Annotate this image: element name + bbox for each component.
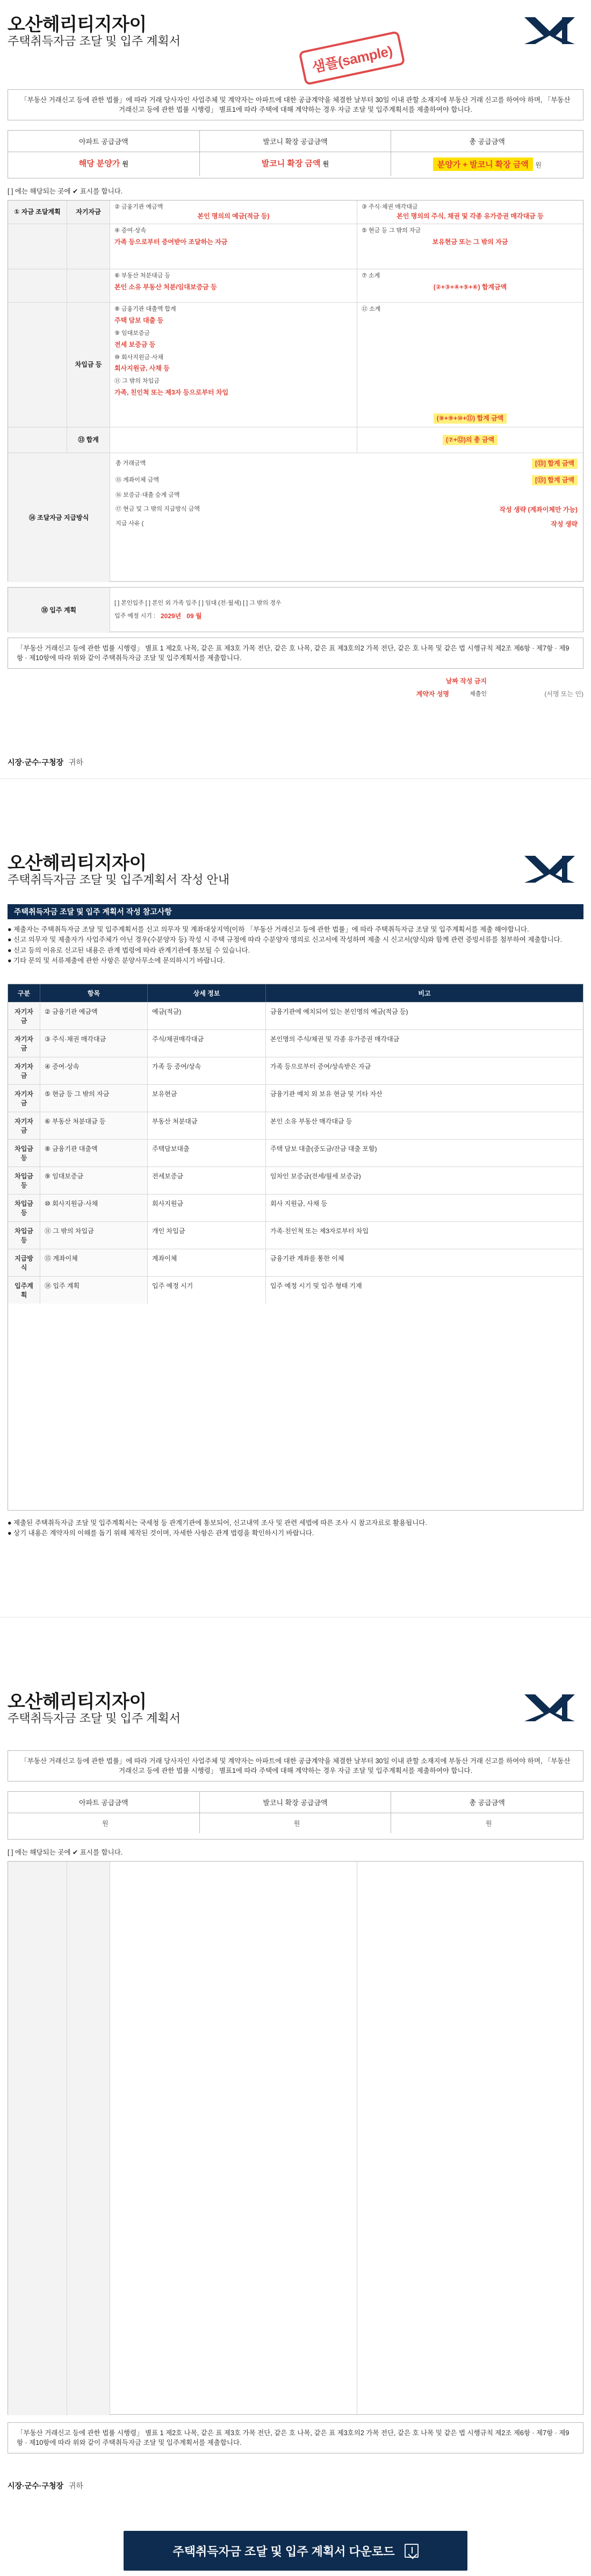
fp-self-line-4-v: 보유현금 또는 그 밖의 자금 [432, 238, 508, 246]
fp-borrow-line-3-v: 회사지원금, 사채 등 [114, 364, 170, 373]
fp-borrow-right-v-wrap [362, 413, 579, 424]
blank-summary-table [8, 1791, 583, 1840]
gt-r3-i: ④ 증여·상속 [40, 1057, 148, 1084]
legal-note-text: 「부동산 거래신고 등에 관한 법률 시행령」 별표 1 제2호 나목, 같은 표 제3호 가목 전단, 같은 호 나목, 같은 표 제3호의2 가목 전단, 같은 호 나목 및 같은 법 시행규칙 제2조 제6항 · 제7항 · 제9항 · 제10항에 따라 위와 같이 주택취득자금 조달 및 입주계획서를 제출합니다. [17, 645, 570, 662]
pay-row-1-k: 총 거래금액 [116, 460, 146, 467]
recipient [8, 757, 83, 768]
gt-r8-n: 회사 지원금, 사채 등 [270, 1200, 328, 1207]
recipient-text: 시장·군수·구청장 [8, 758, 63, 767]
pay-row-2-k: ⑮ 계좌이체 금액 [116, 476, 159, 483]
blank-summary-unit-3: 원 [485, 1820, 492, 1827]
guide-footnote-1: ● 제출된 주택취득자금 조달 및 입주계획서는 국세청 등 관계기관에 통보되어, 신고내역 조사 및 관련 세법에 따른 조사 시 참고자료로 활용됩니다. [8, 1519, 427, 1527]
fp-self-line-6-v: (②+③+④+⑤+⑥) 합계금액 [433, 283, 507, 291]
summary-value-2-text: 발코니 확장 금액 [261, 159, 321, 168]
gt-r4-d: 보유현금 [148, 1085, 266, 1112]
fp-self-line-1-v: 본인 명의의 예금(적금 등) [197, 212, 270, 220]
download-button[interactable] [124, 2531, 467, 2571]
move-in-label [8, 588, 110, 633]
gt-h-1: 구분 [8, 984, 40, 1002]
section-guide [0, 839, 591, 1618]
fp-borrow-line-1-v: 주택 담보 대출 등 [114, 316, 164, 324]
gt-row-9 [8, 1221, 583, 1249]
gt-r7-i: ⑨ 임대보증금 [40, 1167, 148, 1194]
gt-r11-d: 입주 예정 시기 [148, 1277, 266, 1304]
gt-row-4 [8, 1084, 583, 1112]
submitter-label: 제출인 [470, 691, 487, 697]
guide-footnotes [8, 1518, 583, 1539]
gt-r2-g: 자기자금 [8, 1030, 40, 1057]
gt-r5-n: 본인 소유 부동산 매각대금 등 [270, 1118, 352, 1125]
funding-plan-grid [8, 200, 583, 582]
blank-checkbox-hint: [ ] 에는 해당되는 곳에 ✔ 표시를 합니다. [8, 1849, 123, 1856]
summary-value-3 [391, 152, 583, 176]
fp-row-1 [8, 201, 583, 224]
pay-row-5-k: 지급 사유 ( [116, 520, 144, 527]
fp-self-line-6-k: ⑦ 소계 [362, 273, 380, 279]
fp-row-3 [8, 269, 583, 303]
gt-r8-g: 차입금등 [8, 1194, 40, 1221]
pay-row-5 [116, 520, 578, 528]
move-in-date-label: 입주 예정 시기 : [114, 613, 155, 619]
blank-sub-col [67, 1862, 110, 2415]
gt-h-2: 항목 [40, 984, 148, 1002]
summary-table-values [8, 152, 583, 176]
brand-title: 오산헤리티지자이 [8, 15, 147, 35]
summary-header-2: 발코니 확장 공급금액 [200, 131, 392, 152]
blank-summary-value-1 [8, 1813, 200, 1833]
blank-recipient-suffix: 귀하 [68, 2481, 83, 2490]
fp-borrow-gap-3 [114, 373, 352, 378]
fp-self-line-2 [357, 201, 583, 224]
fp-self-line-3-k: ④ 증여·상속 [114, 227, 147, 234]
pay-row-4-k: ⑰ 현금 및 그 밖의 지급방식 금액 [116, 506, 200, 513]
fp-borrow-right-k: ⑫ 소계 [362, 306, 381, 312]
move-in-grid [8, 587, 583, 632]
pay-left-label-text: ⑭ 조달자금 지급방식 [28, 513, 89, 521]
blank-legal-note [8, 2422, 583, 2453]
gt-r3-n: 가족 등으로부터 증여/상속받은 자금 [270, 1063, 371, 1070]
download-button-label: 주택취득자금 조달 및 입주 계획서 다운로드 [172, 2544, 395, 2558]
move-in-row [8, 588, 583, 633]
brand-subtitle: 주택취득자금 조달 및 입주 계획서 [8, 34, 181, 48]
gt-r5-g: 자기자금 [8, 1112, 40, 1139]
blank-brand-subtitle: 주택취득자금 조달 및 입주 계획서 [8, 1712, 181, 1725]
signer-name: 계약자 성명 [416, 690, 449, 698]
blank-summary-unit-1: 원 [102, 1820, 109, 1827]
checkbox-hint: [ ] 에는 해당되는 곳에 ✔ 표시를 합니다. [8, 188, 123, 195]
gt-r10-g: 지급방식 [8, 1249, 40, 1276]
signer-hint: (서명 또는 인) [544, 690, 583, 698]
gt-r7-d: 전세보증금 [148, 1167, 266, 1194]
fp-left-empty-2 [8, 224, 67, 269]
blank-recipient [8, 2480, 83, 2491]
fp-self-line-2-k: ③ 주식·채권 매각대금 [362, 204, 418, 210]
gt-row-8 [8, 1194, 583, 1221]
notice-box [8, 89, 583, 120]
gt-r2-n: 본인명의 주식/채권 및 각종 유가증권 매각대금 [270, 1035, 400, 1043]
blank-summary-value-3 [391, 1813, 583, 1833]
section-divider-2 [0, 1617, 591, 1618]
fp-subgroup-borrow-text: 차입금 등 [75, 361, 102, 368]
pay-row-3-k: ⑯ 보증금·대출 승계 금액 [116, 492, 180, 498]
fp-self-line-3-v: 가족 등으로부터 증여받아 조달하는 자금 [114, 238, 228, 246]
blank-notice-text: 「부동산 거래신고 등에 관한 법률」에 따라 거래 당사자인 사업주체 및 계약자는 아파트에 대한 공급계약을 체결한 날부터 30일 이내 관할 소재지에 부동산 거래 신고를 하여야 하며, 「부동산 거래신고 등에 관한 법률 시행령」 별표1에 따라 주택에 대해 계약하는 경우 자금 조달 및 입주계획서를 제출하여야 합니다. [20, 1757, 571, 1775]
gt-r6-i: ⑧ 금융기관 대출액 [40, 1140, 148, 1167]
guide-bullet-4: ● 기타 문의 및 서류제출에 관한 사항은 분양사무소에 문의하시기 바랍니다. [8, 957, 225, 965]
gt-r11-n: 입주 예정 시기 및 입주 형태 기재 [270, 1282, 362, 1290]
gt-r11-g: 입주계획 [8, 1277, 40, 1304]
pay-row-2-v: [⑬] 합계 금액 [532, 475, 578, 485]
gt-r1-i: ② 금융기관 예금액 [40, 1003, 148, 1029]
blank-summary-header-3: 총 공급금액 [469, 1799, 505, 1807]
gt-r7-g: 차입금등 [8, 1167, 40, 1194]
fp-row-6 [8, 453, 583, 582]
brand-logo-icon [520, 12, 579, 49]
fp-self-line-4-k: ⑤ 현금 등 그 밖의 자금 [362, 227, 421, 234]
date-warning: 날짜 작성 금지 [445, 677, 487, 685]
fp-row-2 [8, 224, 583, 269]
fp-subgroup-self-text: 자기자금 [76, 208, 101, 216]
gt-r3-d: 가족 등 증여/상속 [148, 1057, 266, 1084]
gt-r2-i: ③ 주식·채권 매각대금 [40, 1030, 148, 1057]
gt-row-1 [8, 1002, 583, 1029]
guide-table [8, 984, 583, 1511]
summary-unit-2: 원 [322, 160, 329, 168]
signature-area [8, 676, 583, 709]
gt-r9-n: 가족·친인척 또는 제3자로부터 차입 [270, 1227, 369, 1235]
gt-r8-d: 회사지원금 [148, 1194, 266, 1221]
gt-r4-n: 금융기관 예치 외 보유 현금 및 기타 자산 [270, 1090, 383, 1098]
legal-note [8, 638, 583, 669]
fp-borrow-line-1-k: ⑧ 금융기관 대출액 합계 [114, 306, 176, 312]
fp-left-label [8, 201, 67, 224]
guide-bullet-1: ● 제출자는 주택취득자금 조달 및 입주계획서를 신고 의무자 및 계좌대상지역(이하 「부동산 거래신고 등에 관한 법률」에 따라 주택취득자금 조달 및 입주계획서를 제출 해야합니다. [8, 926, 529, 933]
gt-r6-n: 주택 담보 대출(중도금/잔금 대출 포함) [270, 1145, 377, 1153]
pay-left-label [8, 453, 110, 582]
summary-header-3: 총 공급금액 [469, 138, 505, 146]
fp-self-line-5 [110, 269, 357, 302]
fp-borrow-right-v: (⑧+⑨+⑩+⑪) 합계 금액 [434, 413, 507, 424]
fp-borrow-block [110, 303, 357, 427]
section-form-sample [0, 0, 591, 779]
notice-text: 「부동산 거래신고 등에 관한 법률」에 따라 거래 당사자인 사업주체 및 계약자는 아파트에 대한 공급계약을 체결한 날부터 30일 이내 관할 소재지에 부동산 거래 신고를 하여야 하며, 「부동산 거래신고 등에 관한 법률 시행령」 별표1에 따라 주택에 대해 계약하는 경우 자금 조달 및 입주계획서를 제출하여야 합니다. [20, 96, 571, 114]
gt-row-3 [8, 1057, 583, 1084]
gt-r6-d: 주택담보대출 [148, 1140, 266, 1167]
blank-recipient-text: 시장·군수·구청장 [8, 2481, 63, 2490]
pay-row-4 [116, 506, 578, 514]
pay-row-5-v: 작성 생략 [551, 520, 578, 528]
guide-table-header [8, 984, 583, 1002]
blank-grid [8, 1861, 583, 2415]
gt-r4-g: 자기자금 [8, 1085, 40, 1112]
gt-r3-g: 자기자금 [8, 1057, 40, 1084]
fp-total-value-text: (⑦+⑫)의 총 금액 [443, 435, 498, 445]
gt-r1-g: 자기자금 [8, 1003, 40, 1029]
gt-h-4: 비고 [418, 990, 431, 997]
move-in-month: 09 월 [186, 612, 202, 620]
summary-unit-1: 원 [122, 160, 129, 168]
gt-row-10 [8, 1249, 583, 1276]
fp-total-label-text: ⑬ 합계 [78, 436, 99, 443]
section-form-blank [0, 1677, 591, 2576]
summary-value-1-text: 해당 분양가 [78, 159, 120, 168]
summary-table-header [8, 131, 583, 152]
summary-unit-3: 원 [535, 161, 542, 169]
fp-subgroup-borrow [67, 303, 110, 427]
move-in-label-text: ⑱ 입주 계획 [41, 606, 77, 614]
gt-r1-d: 예금(적금) [148, 1003, 266, 1029]
gt-r2-d: 주식/채권매각대금 [148, 1030, 266, 1057]
gt-r9-d: 개인 차입금 [148, 1222, 266, 1249]
guide-brand-logo-icon [520, 850, 579, 888]
fp-total-label [67, 427, 110, 453]
summary-table [8, 130, 583, 178]
gt-r10-i: ⑮ 계좌이체 [40, 1249, 148, 1276]
move-in-options: [ ] 본인입주 [ ] 본인 외 가족 입주 [ ] 임대 (전·월세) [ ] 그 밖의 경우 [114, 599, 282, 606]
fp-borrow-line-4-k: ⑪ 그 밖의 차입금 [114, 378, 160, 385]
fp-self-line-4 [357, 224, 583, 269]
fp-borrow-line-2-v: 전세 보증금 등 [114, 340, 156, 348]
blank-summary-unit-2: 원 [293, 1820, 300, 1827]
fp-total-value [357, 427, 583, 453]
blank-right-col [357, 1862, 583, 2415]
gt-row-11 [8, 1276, 583, 1304]
blank-summary-header-2: 발코니 확장 공급금액 [200, 1792, 392, 1813]
blank-summary-value-2 [200, 1813, 392, 1833]
fp-borrow-line-2-k: ⑨ 임대보증금 [114, 330, 150, 337]
fp-left-empty-3 [8, 269, 67, 302]
pay-row-2 [116, 475, 578, 485]
pay-row-1 [116, 459, 578, 469]
fp-left-empty-5 [8, 427, 67, 453]
guide-brand-subtitle: 주택취득자금 조달 및 입주계획서 작성 안내 [8, 873, 230, 886]
guide-header: 주택취득자금 조달 및 입주 계획서 작성 참고사항 [8, 904, 583, 919]
fp-row-4 [8, 303, 583, 427]
gt-r8-i: ⑩ 회사지원금·사채 [40, 1194, 148, 1221]
gt-row-2 [8, 1029, 583, 1057]
gt-r10-n: 금융기관 계좌를 통한 이체 [270, 1255, 344, 1262]
fp-borrow-line-4-v: 가족, 친인척 또는 제3자 등으로부터 차입 [114, 389, 229, 396]
blank-grid-row [8, 1862, 583, 2415]
gt-r1-n: 금융기관에 예치되어 있는 본인명의 예금(적금 등) [270, 1008, 408, 1015]
blank-summary-table-header [8, 1792, 583, 1813]
recipient-suffix: 귀하 [68, 758, 83, 767]
gt-row-5 [8, 1112, 583, 1139]
pay-row-1-v: [⑬] 합계 금액 [532, 459, 578, 469]
blank-brand-logo-icon [520, 1689, 579, 1727]
move-in-year: 2029년 [160, 612, 182, 620]
guide-bullet-3: ● 신고 등의 이유로 신고된 내용은 관계 법령에 따라 관계기관에 통보될 수 있습니다. [8, 946, 250, 954]
gt-h-3: 상세 정보 [148, 984, 266, 1002]
fp-row-5 [8, 427, 583, 453]
fp-subgroup-empty-2 [67, 224, 110, 269]
sample-stamp: 샘플(sample) [298, 31, 405, 85]
gt-r9-i: ⑪ 그 밖의 차입금 [40, 1222, 148, 1249]
summary-header-1: 아파트 공급금액 [8, 131, 200, 152]
fp-total-spacer [110, 427, 357, 453]
pay-rows [110, 453, 583, 582]
gt-r11-i: ⑱ 입주 계획 [40, 1277, 148, 1304]
fp-left-empty-4 [8, 303, 67, 427]
blank-notice-box [8, 1750, 583, 1781]
fp-borrow-gap-2 [114, 349, 352, 354]
blank-legal-note-text: 「부동산 거래신고 등에 관한 법률 시행령」 별표 1 제2호 나목, 같은 표 제3호 가목 전단, 같은 호 나목, 같은 표 제3호의2 가목 전단, 같은 호 나목 및 같은 법 시행규칙 제2조 제6항 · 제7항 · 제9항 · 제10항에 따라 위와 같이 주택취득자금 조달 및 입주계획서를 제출합니다. [17, 2429, 570, 2447]
fp-borrow-line-3-k: ⑩ 회사지원금·사채 [114, 354, 163, 361]
fp-self-line-5-k: ⑥ 부동산 처분대금 등 [114, 273, 171, 279]
blank-left-col [8, 1862, 67, 2415]
gt-r10-d: 계좌이체 [148, 1249, 266, 1276]
fp-self-line-3 [110, 224, 357, 269]
blank-summary-table-values [8, 1813, 583, 1833]
fp-borrow-gap-1 [114, 325, 352, 330]
guide-footnote-2: ● 상기 내용은 계약자의 이해를 돕기 위해 제작된 것이며, 자세한 사항은 관계 법령을 확인하시기 바랍니다. [8, 1529, 314, 1537]
fp-self-line-1 [110, 201, 357, 224]
gt-r9-g: 차입금등 [8, 1222, 40, 1249]
gt-r7-n: 임차인 보증금(전세/월세 보증금) [270, 1172, 361, 1180]
fp-left-label-text: ① 자금 조달계획 [14, 208, 61, 216]
guide-bullet-2: ● 신고 의무자 및 제출자가 사업주체가 아닌 경우(수분양자 등) 작성 시 주택 규정에 따라 수분양자 명의로 신고서에 작성하며 제출 시 신고서(양식)와 함께 관련 증빙서류를 첨부하여 제출합니다. [8, 936, 563, 944]
gt-r6-g: 차입금등 [8, 1140, 40, 1167]
gt-r5-d: 부동산 처분대금 [148, 1112, 266, 1139]
blank-summary-header-1: 아파트 공급금액 [8, 1792, 200, 1813]
guide-bullets [8, 925, 583, 967]
fp-self-line-5-v: 본인 소유 부동산 처분/임대보증금 등 [114, 283, 217, 291]
fp-self-line-2-v: 본인 명의의 주식, 채권 및 각종 유가증권 매각대금 등 [397, 212, 544, 220]
section-divider-1 [0, 778, 591, 779]
download-icon [405, 2544, 419, 2558]
blank-mid-col [110, 1862, 357, 2415]
pay-row-3 [116, 492, 578, 499]
fp-self-line-1-k: ② 금융기관 예금액 [114, 204, 163, 210]
fp-subgroup-empty-3 [67, 269, 110, 302]
summary-value-3-text: 분양가 + 발코니 확장 금액 [433, 158, 533, 171]
gt-row-7 [8, 1167, 583, 1194]
summary-value-2 [200, 152, 392, 176]
summary-value-1 [8, 152, 200, 176]
gt-r4-i: ⑤ 현금 등 그 밖의 자금 [40, 1085, 148, 1112]
move-in-date-row [114, 612, 579, 620]
gt-row-6 [8, 1139, 583, 1167]
guide-brand-title: 오산헤리티지자이 [8, 853, 147, 874]
fp-subgroup-self [67, 201, 110, 224]
pay-row-4-v: 작성 생략 (계좌이체만 가능) [499, 505, 578, 513]
fp-self-line-6 [357, 269, 583, 302]
move-in-content [110, 588, 583, 633]
gt-r5-i: ⑥ 부동산 처분대금 등 [40, 1112, 148, 1139]
blank-brand-title: 오산헤리티지자이 [8, 1692, 147, 1712]
fp-borrow-right [357, 303, 583, 427]
